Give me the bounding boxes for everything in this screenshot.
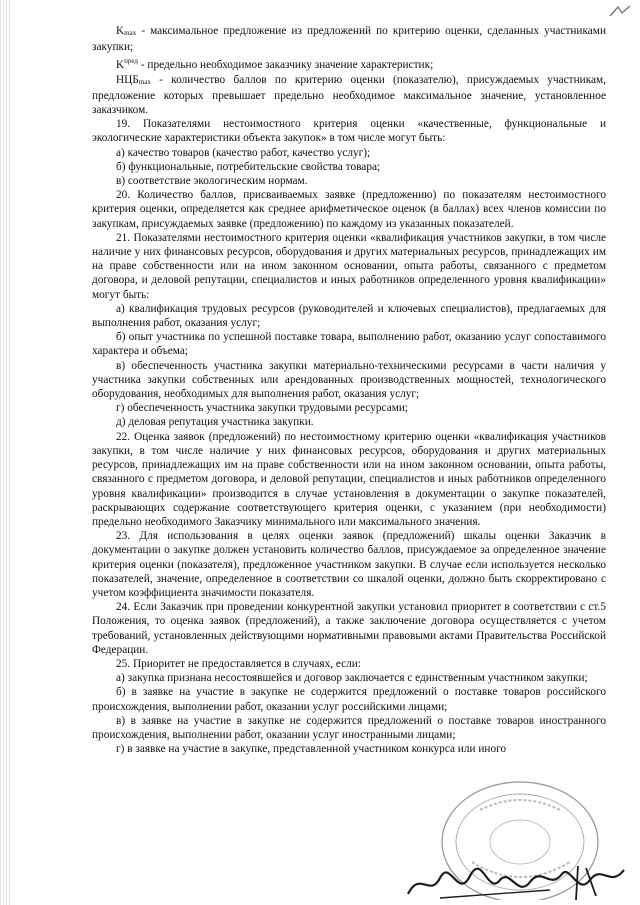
formula-legend-ncb — [92, 73, 606, 118]
paragraph-24: 24. Если Заказчик при проведении конкурентной закупки установил приоритет в соответствии с ст.5 Положения, то оценка заявок (предложений), а также заключение договора осуществляется с учетом требований, установленных действующими нормативными правовыми актами Правительства Российской Федерации. — [92, 601, 606, 656]
list-item-19b: б) функциональные, потребительские свойства товара; — [116, 160, 381, 173]
symbol-k: K — [116, 59, 125, 72]
symbol-ncb: НЦБ — [116, 73, 139, 86]
legend-text: - максимальное предложение из предложений по критерию оценки, сделанных участниками закупки; — [92, 25, 606, 54]
list-item-19c: в) соответствие экологическим нормам. — [116, 175, 308, 188]
paragraph-25: 25. Приоритет не предоставляется в случаях, если: — [116, 657, 361, 670]
scan-corner-mark — [608, 4, 634, 20]
list-item-19a: а) качество товаров (качество работ, качество услуг); — [116, 146, 371, 159]
symbol-k: K — [116, 25, 125, 37]
formula-legend-kpred — [92, 54, 606, 72]
paragraph-20: 20. Количество баллов, присваиваемых заявке (предложению) по показателям нестоимостного критерия оценки, определяется как среднее арифметическое оценок (в баллах) всех членов комиссии по закупкам, присуждаемых заявке (предложению) по каждому из указанных показателей. — [92, 189, 606, 230]
paragraph-22: 22. Оценка заявок (предложений) по нестоимостному критерию оценки «квалификация участников закупки, в том числе наличие у них финансовых ресурсов, оборудования и других материальных ресурсов, принадлежащих им на праве собственности или на ином законном основании, опыта работы, связанного с предметом договора, и деловой репутации, специалистов и иных работников определенного уровня квалификации» производится в случае установления в документации о закупке показателей, раскрывающих содержание соответствующего критерия оценки, с указанием (при необходимости) предельно необходимого Заказчику минимального или максимального значения. — [92, 430, 606, 528]
symbol-subscript: max — [124, 29, 137, 37]
symbol-superscript: пред — [124, 57, 138, 66]
scan-edge-artifact — [0, 0, 10, 905]
list-item-21d: г) обеспеченность участника закупки трудовыми ресурсами; — [116, 402, 409, 415]
paragraph-23: 23. Для использования в целях оценки заявок (предложений) шкалы оценки Заказчик в документации о закупке должен установить количество баллов, присуждаемое за определенное значение критерия оценки (показателя), предложенное участником закупки. В случае если используется несколько показателей, значение, определенное в соответствии со шкалой оценки, должно быть скорректировано с учетом коэффициента значимости показателя. — [92, 530, 606, 599]
legend-text: - количество баллов по критерию оценки (показателю), присуждаемых участникам, предложение которых превышает предельно необходимое максимальное значение, установленное заказчиком. — [92, 73, 606, 117]
list-item-21c: в) обеспеченность участника закупки материально-техническими ресурсами в части наличия у участника закупки собственных или арендованных производственных мощностей, технологического оборудования, необходимых для выполнения работ, оказания услуг; — [92, 359, 606, 401]
list-item-25d: г) в заявке на участие в закупке, представленной участником конкурса или иного — [116, 743, 507, 756]
list-item-25c: в) в заявке на участие в закупке не содержится предложений о поставке товаров иностранного происхождения, выполнении работ, оказании услуг иностранными лицами; — [92, 714, 606, 741]
formula-legend-kmax — [92, 24, 606, 54]
legend-text: - предельно необходимое заказчику значение характеристик; — [138, 59, 434, 72]
symbol-subscript: max — [138, 77, 151, 86]
list-item-25b: б) в заявке на участие в закупке не содержится предложений о поставке товаров российского происхождения, выполнении работ, оказании услуг российскими лицами; — [92, 686, 606, 713]
list-item-21b: б) опыт участника по успешной поставке товара, выполнению работ, оказанию услуг сопоставимого характера и объема; — [92, 331, 606, 358]
paragraph-19: 19. Показателями нестоимостного критерия оценки «качественные, функциональные и экологические характеристики объекта закупок» в том числе могут быть: — [92, 118, 606, 145]
paragraph-21: 21. Показателями нестоимостного критерия оценки «квалификация участников закупки, в том числе наличие у них финансовых ресурсов, оборудования и других материальных ресурсов, принадлежащих им на праве собственности или на ином законном основании, опыта работы, связанного с предметом договора, и деловой репутации, специалистов и иных работников определенного уровня квалификации» могут быть: — [92, 231, 606, 301]
list-item-21e: д) деловая репутация участника закупки. — [116, 416, 314, 429]
list-item-21a: а) квалификация трудовых ресурсов (руководителей и ключевых специалистов), предлагаемых для выполнения работ, оказания услуг; — [92, 302, 606, 330]
document-page — [92, 24, 606, 756]
handwritten-signature — [400, 860, 630, 905]
list-item-25a: а) закупка признана несостоявшейся и договор заключается с единственным участником закупки; — [116, 672, 588, 685]
